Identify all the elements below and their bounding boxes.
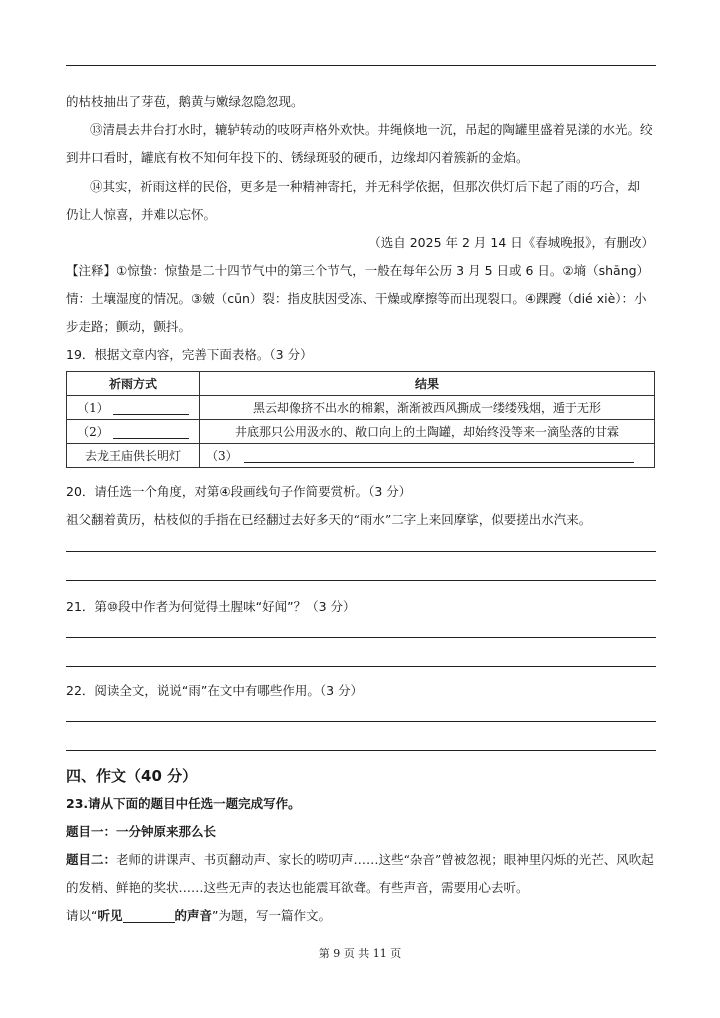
topic-one: 题目一：一分钟原来那么长 [66,824,217,839]
notes-line-2: 情：土壤湿度的情况。③皴（cūn）裂：指皮肤因受冻、干燥或摩擦等而出现裂口。④踝躞（dié xiè）：小 [66,291,647,306]
composition-heading: 四、作文（40 分） [66,767,198,785]
question-22: 22．阅读全文，说说“雨”在文中有哪些作用。（3 分） [66,683,364,698]
paragraph-14-cont: 仍让人惊喜，并难以忘怀。 [66,207,217,222]
table-cell-method: 去龙王庙供长明灯 [67,444,200,468]
question-20: 20．请任选一个角度，对第④段画线句子作简要赏析。（3 分） [66,484,412,499]
answer-blank-1[interactable] [113,402,189,415]
table-row [67,444,655,468]
answer-line[interactable] [66,750,656,751]
row-number: （2） [77,425,109,439]
question-19: 19．根据文章内容，完善下面表格。（3 分） [66,347,313,362]
top-rule [66,65,656,66]
table-row [67,420,655,444]
topic-two [66,851,654,869]
paragraph-13-cont: 到井口看时，罐底有枚不知何年投下的、锈绿斑驳的硬币，边缘却闪着簇新的金焰。 [66,150,529,165]
topic-two-label: 题目二： [66,852,117,867]
notes-line-3: 步走路；颤动，颤抖。 [66,319,192,334]
title-blank[interactable] [123,910,175,923]
writing-instruction [66,907,331,925]
question-23: 23.请从下面的题目中任选一题完成写作。 [66,796,301,811]
table-cell-result: 井底那只公用汲水的、敞口向上的土陶罐，却始终没等来一滴坠落的甘霖 [200,420,655,444]
row-number: （1） [77,401,109,415]
table-row [67,396,655,420]
question-21: 21．第⑩段中作者为何觉得土腥味“好闻”？（3 分） [66,599,356,614]
table-cell-method [67,396,200,420]
instr-pre: 请以“ [66,908,98,923]
answer-line[interactable] [66,721,656,722]
instr-bold-2: 的声音 [174,908,213,923]
page-footer: 第 9 页 共 11 页 [318,947,402,960]
row-number: （3） [206,449,238,463]
answer-blank-3[interactable] [244,450,634,463]
answer-line[interactable] [66,666,656,667]
table-header-row [67,372,655,396]
paragraph-14: ⑭其实，祈雨这样的民俗，更多是一种精神寄托，并无科学依据，但那次供灯后下起了雨的巧合，却 [90,179,641,194]
answer-line[interactable] [66,580,656,581]
answer-line[interactable] [66,637,656,638]
table-cell-result [200,444,655,468]
source-citation: （选自 2025 年 2 月 14 日《春城晚报》，有删改） [368,235,654,250]
table-cell-method [67,420,200,444]
answer-line[interactable] [66,551,656,552]
instr-post: ”为题，写一篇作文。 [212,908,331,923]
table-header-method: 祈雨方式 [67,372,200,396]
answer-blank-2[interactable] [113,426,189,439]
topic-two-text: 老师的讲课声、书页翻动声、家长的唠叨声……这些“杂音”曾被忽视；眼神里闪烁的光芒、风吹起 [116,852,654,867]
instr-bold-1: 听见 [97,908,123,923]
question-20-quote: 祖父翻着黄历，枯枝似的手指在已经翻过去好多天的“雨水”二字上来回摩挲，似要搓出水汽来。 [66,512,592,527]
passage-line: 的枯枝抽出了芽苞，鹅黄与嫩绿忽隐忽现。 [66,94,304,109]
table-cell-result: 黑云却像挤不出水的棉絮，渐渐被西风撕成一缕缕残烟，遁于无形 [200,396,655,420]
table-header-result: 结果 [200,372,655,396]
topic-two-cont: 的发梢、鲜艳的奖状……这些无声的表达也能震耳欲聋。有些声音，需要用心去听。 [66,880,529,895]
question-19-table [66,371,655,468]
paragraph-13: ⑬清晨去井台打水时，辘轳转动的吱呀声格外欢快。井绳倏地一沉，吊起的陶罐里盛着晃漾的水光。绞 [90,122,653,137]
notes-line-1: 【注释】①惊蛰：惊蛰是二十四节气中的第三个节气，一般在每年公历 3 月 5 日或 6 日。②墒（shāng） [66,263,650,278]
